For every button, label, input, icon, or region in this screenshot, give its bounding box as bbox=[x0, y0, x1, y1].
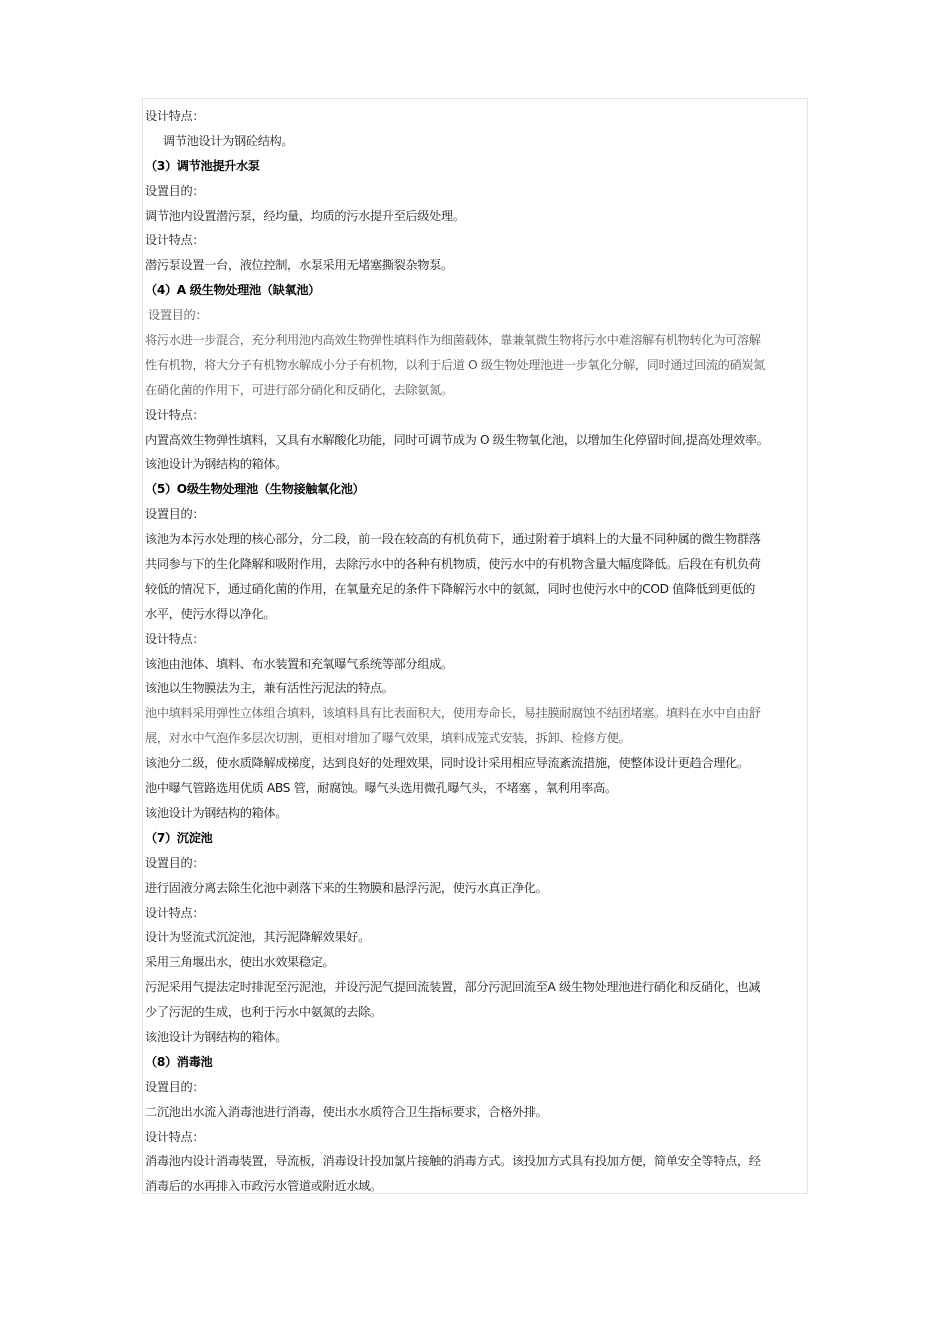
text-line: 潜污泵设置一台，液位控制，水泵采用无堵塞撕裂杂物泵。 bbox=[145, 258, 453, 273]
text-line: 将污水进一步混合，充分利用池内高效生物弹性填料作为细菌载体，靠兼氧微生物将污水中难溶解有机物转化为可溶解 bbox=[145, 333, 761, 348]
text-line: 展，对水中气泡作多层次切割，更相对增加了曝气效果，填料成笼式安装，拆卸、检修方便。 bbox=[145, 731, 631, 746]
text-line: 该池设计为钢结构的箱体。 bbox=[145, 457, 288, 472]
text-line: 设计特点： bbox=[145, 631, 205, 646]
text-line: 设置目的： bbox=[145, 507, 205, 522]
section-heading: （7）沉淀池 bbox=[145, 830, 213, 845]
text-line: 调节池设计为钢砼结构。 bbox=[163, 133, 294, 148]
text-line: 设计为竖流式沉淀池，其污泥降解效果好。 bbox=[145, 930, 370, 945]
text-line: 调节池内设置潜污泵，经均量，均质的污水提升至后级处理。 bbox=[145, 208, 465, 223]
text-line: 进行固液分离去除生化池中剥落下来的生物膜和悬浮污泥，使污水真正净化。 bbox=[145, 880, 548, 895]
text-line: 污泥采用气提法定时排泥至污泥池，并设污泥气提回流装置，部分污泥回流至A 级生物处理池进行硝化和反硝化，也减 bbox=[145, 980, 761, 995]
text-line: 消毒后的水再排入市政污水管道或附近水域。 bbox=[145, 1179, 382, 1194]
text-line: 设置目的： bbox=[145, 855, 205, 870]
text-line: 二沉池出水流入消毒池进行消毒，使出水水质符合卫生指标要求，合格外排。 bbox=[145, 1104, 548, 1119]
document-page bbox=[142, 98, 808, 1194]
text-line: 水平，使污水得以净化。 bbox=[145, 606, 276, 621]
text-line: 设计特点： bbox=[145, 905, 205, 920]
section-heading: （5）O级生物处理池（生物接触氧化池） bbox=[145, 482, 365, 497]
text-line: 性有机物，将大分子有机物水解成小分子有机物，以利于后道 O 级生物处理池进一步氧化分解，同时通过回流的硝炭氮 bbox=[145, 357, 766, 372]
text-line: 消毒池内设计消毒装置，导流板，消毒设计投加氯片接触的消毒方式。该投加方式具有投加方便，简单安全等特点，经 bbox=[145, 1154, 761, 1169]
text-line: 少了污泥的生成，也利于污水中氨氮的去除。 bbox=[145, 1005, 382, 1020]
text-line: 池中填料采用弹性立体组合填料，该填料具有比表面积大，使用寿命长，易挂膜耐腐蚀不结团堵塞。填料在水中自由舒 bbox=[145, 706, 761, 721]
text-line: 在硝化菌的作用下，可进行部分硝化和反硝化，去除氨氮。 bbox=[145, 382, 453, 397]
text-line: 设计特点： bbox=[145, 407, 205, 422]
text-line: 该池由池体、填料、布水装置和充氧曝气系统等部分组成。 bbox=[145, 656, 453, 671]
section-heading: （3）调节池提升水泵 bbox=[145, 158, 260, 173]
text-line: 该池为本污水处理的核心部分，分二段，前一段在较高的有机负荷下，通过附着于填料上的大量不同种属的微生物群落 bbox=[145, 532, 761, 547]
text-line: 较低的情况下，通过硝化菌的作用，在氧量充足的条件下降解污水中的氨氮，同时也使污水中的COD 值降低到更低的 bbox=[145, 581, 755, 596]
text-line: 共同参与下的生化降解和吸附作用，去除污水中的各种有机物质，使污水中的有机物含量大幅度降低。后段在有机负荷 bbox=[145, 557, 761, 572]
text-line: 该池设计为钢结构的箱体。 bbox=[145, 1029, 288, 1044]
text-line: 该池分二级，使水质降解成梯度，达到良好的处理效果，同时设计采用相应导流紊流措施，使整体设计更趋合理化。 bbox=[145, 756, 749, 771]
text-line: 池中曝气管路选用优质 ABS 管，耐腐蚀。曝气头选用微孔曝气头，不堵塞 ，氧利用率高。 bbox=[145, 781, 617, 796]
text-line: 设计特点： bbox=[145, 1129, 205, 1144]
text-line: 该池以生物膜法为主，兼有活性污泥法的特点。 bbox=[145, 681, 394, 696]
text-line: 设计特点： bbox=[145, 233, 205, 248]
text-line: 设计特点： bbox=[145, 109, 205, 123]
text-line: 设置目的： bbox=[145, 183, 205, 198]
section-heading: （4）A 级生物处理池（缺氧池） bbox=[145, 283, 320, 298]
section-heading: （8）消毒池 bbox=[145, 1054, 213, 1069]
text-line: 设置目的： bbox=[148, 308, 208, 323]
text-line: 设置目的： bbox=[145, 1079, 205, 1094]
text-line: 内置高效生物弹性填料，又具有水解酸化功能，同时可调节成为 O 级生物氧化池，以增加生化停留时间,提高处理效率。 bbox=[145, 432, 769, 447]
text-line: 该池设计为钢结构的箱体。 bbox=[145, 805, 288, 820]
text-line: 采用三角堰出水，使出水效果稳定。 bbox=[145, 955, 335, 970]
